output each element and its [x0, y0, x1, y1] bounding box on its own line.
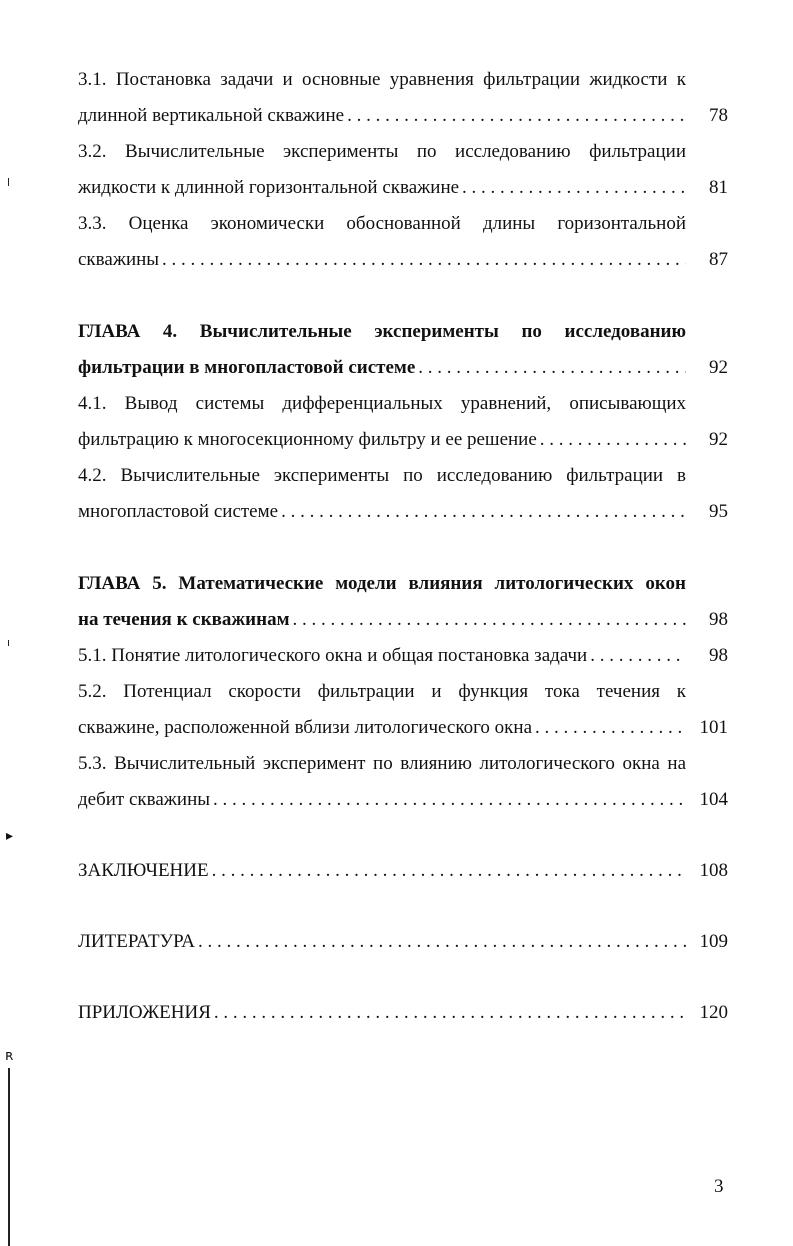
dot-leader [347, 98, 686, 134]
toc-line [78, 62, 728, 98]
toc-text: скважины [78, 249, 160, 270]
page-ref: 87 [709, 249, 728, 270]
toc-text: 3.2. Вычислительные эксперименты по исследованию фильтрации [78, 141, 686, 162]
toc-line [78, 674, 728, 710]
dot-leader [213, 782, 686, 818]
dot-leader [281, 494, 686, 530]
chapter-title: ГЛАВА 4. Вычислительные эксперименты по исследованию [78, 321, 686, 342]
toc-entry-3-2[interactable] [78, 170, 728, 206]
toc-entry-appendices[interactable] [78, 995, 728, 1031]
dot-leader [590, 638, 686, 674]
page-number: 3 [714, 1176, 724, 1197]
toc-text: жидкости к длинной горизонтальной скважине [78, 177, 460, 198]
scan-artifact [8, 178, 9, 186]
toc-text: 4.1. Вывод системы дифференциальных уравнений, описывающих [78, 393, 686, 414]
toc-line [78, 458, 728, 494]
toc-entry-4-2[interactable] [78, 494, 728, 530]
toc-line [78, 314, 728, 350]
dot-leader [540, 422, 686, 458]
page-ref: 92 [709, 429, 728, 450]
dot-leader [212, 853, 686, 889]
toc-entry-5-3[interactable] [78, 782, 728, 818]
toc-text: многопластовой системе [78, 501, 279, 522]
page-ref: 109 [699, 931, 728, 952]
toc-entry-3-1[interactable] [78, 98, 728, 134]
page-ref: 108 [699, 860, 728, 881]
toc-entry-5-2[interactable] [78, 710, 728, 746]
chapter-title: на течения к скважинам [78, 609, 290, 630]
toc-line [78, 134, 728, 170]
toc-line [78, 566, 728, 602]
dot-leader [418, 350, 686, 386]
scan-artifact: ʀ [5, 1048, 14, 1064]
toc-text: 5.1. Понятие литологического окна и общая постановка задачи [78, 645, 588, 666]
page-ref: 120 [699, 1002, 728, 1023]
toc-text: 4.2. Вычислительные эксперименты по исследованию фильтрации в [78, 465, 686, 486]
toc-line [78, 386, 728, 422]
toc-text: дебит скважины [78, 789, 211, 810]
page-ref: 81 [709, 177, 728, 198]
toc-text: скважине, расположенной вблизи литологического окна [78, 717, 533, 738]
dot-leader [162, 242, 686, 278]
page-ref: 101 [699, 717, 728, 738]
page-ref: 95 [709, 501, 728, 522]
toc-text: 5.3. Вычислительный эксперимент по влиянию литологического окна на [78, 753, 686, 774]
toc-entry-conclusion[interactable] [78, 853, 728, 889]
toc-text: ЗАКЛЮЧЕНИЕ [78, 860, 209, 881]
chapter-title: фильтрации в многопластовой системе [78, 357, 416, 378]
toc-entry-5-1[interactable] [78, 638, 728, 674]
chapter-title: ГЛАВА 5. Математические модели влияния литологических окон [78, 573, 686, 594]
scan-artifact: ▸ [6, 828, 14, 844]
scan-artifact [8, 640, 9, 646]
dot-leader [462, 170, 686, 206]
toc-entry-chapter-5[interactable] [78, 602, 728, 638]
page-ref: 98 [709, 645, 728, 666]
margin-line [8, 1068, 10, 1246]
toc-text: ЛИТЕРАТУРА [78, 931, 195, 952]
toc-text: ПРИЛОЖЕНИЯ [78, 1002, 211, 1023]
page-ref: 98 [709, 609, 728, 630]
toc-line [78, 206, 728, 242]
page-ref: 78 [709, 105, 728, 126]
toc-entry-3-3[interactable] [78, 242, 728, 278]
toc-line [78, 746, 728, 782]
table-of-contents [78, 62, 728, 1031]
toc-entry-literature[interactable] [78, 924, 728, 960]
dot-leader [293, 602, 686, 638]
toc-entry-chapter-4[interactable] [78, 350, 728, 386]
toc-text: длинной вертикальной скважине [78, 105, 345, 126]
dot-leader [198, 924, 686, 960]
toc-text: 3.3. Оценка экономически обоснованной длины горизонтальной [78, 213, 686, 234]
toc-text: 3.1. Постановка задачи и основные уравнения фильтрации жидкости к [78, 69, 686, 90]
toc-text: 5.2. Потенциал скорости фильтрации и функция тока течения к [78, 681, 686, 702]
dot-leader [535, 710, 686, 746]
dot-leader [214, 995, 686, 1031]
toc-entry-4-1[interactable] [78, 422, 728, 458]
page-ref: 92 [709, 357, 728, 378]
toc-text: фильтрацию к многосекционному фильтру и ее решение [78, 429, 537, 450]
page-ref: 104 [699, 789, 728, 810]
